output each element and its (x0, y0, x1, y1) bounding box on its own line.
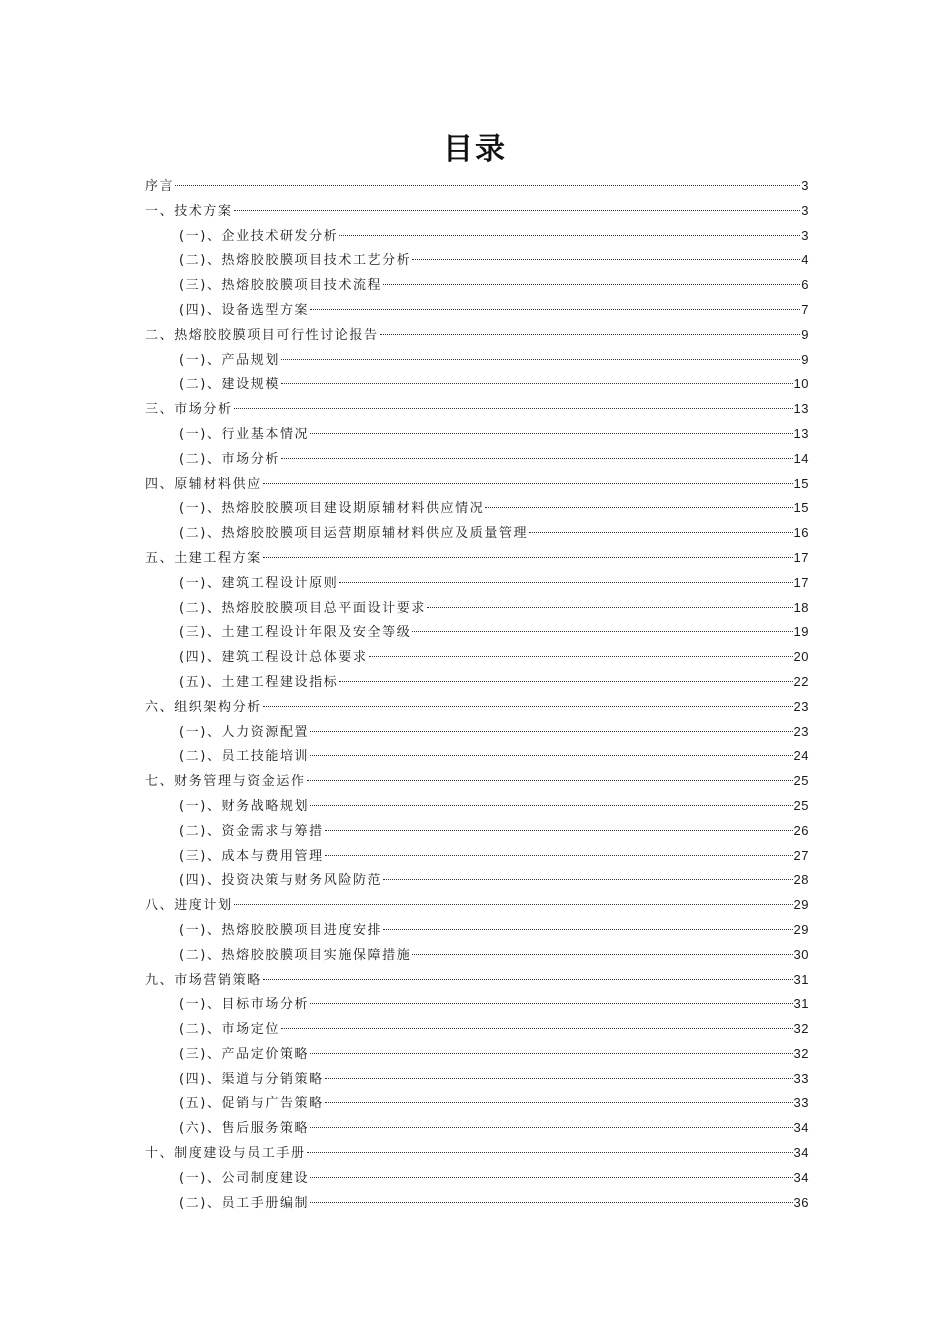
toc-page-number: 31 (793, 996, 809, 1012)
toc-entry-label: (一)、企业技术研发分析 (179, 228, 339, 244)
toc-dot-leader (281, 359, 800, 360)
table-of-contents (145, 174, 809, 1215)
toc-page-number: 9 (801, 326, 809, 342)
toc-dot-leader (310, 1177, 792, 1178)
toc-section-entry[interactable] (145, 968, 809, 993)
toc-entry-label: 十、制度建设与员工手册 (145, 1146, 306, 1162)
toc-entry-label: (二)、热熔胶胶膜项目技术工艺分析 (179, 253, 412, 269)
toc-page-number: 30 (793, 946, 809, 962)
toc-dot-leader (485, 507, 792, 508)
toc-dot-leader (263, 483, 793, 484)
toc-dot-leader (307, 1152, 793, 1153)
toc-section-entry[interactable] (145, 893, 809, 918)
toc-subsection-entry[interactable] (145, 670, 809, 695)
toc-subsection-entry[interactable] (145, 1191, 809, 1216)
toc-entry-label: (一)、热熔胶胶膜项目进度安排 (179, 922, 383, 938)
toc-dot-leader (310, 433, 792, 434)
toc-page-number: 7 (801, 301, 809, 317)
toc-subsection-entry[interactable] (145, 447, 809, 472)
toc-dot-leader (310, 805, 792, 806)
toc-dot-leader (529, 532, 792, 533)
toc-page-number: 22 (793, 673, 809, 689)
toc-dot-leader (310, 731, 792, 732)
toc-entry-label: (四)、渠道与分销策略 (179, 1071, 324, 1087)
toc-dot-leader (427, 607, 793, 608)
toc-dot-leader (339, 681, 792, 682)
toc-entry-label: (四)、设备选型方案 (179, 302, 310, 318)
toc-entry-label: 三、市场分析 (145, 402, 233, 418)
toc-page-number: 24 (793, 748, 809, 764)
toc-subsection-entry[interactable] (145, 918, 809, 943)
toc-subsection-entry[interactable] (145, 248, 809, 273)
toc-dot-leader (310, 1053, 792, 1054)
toc-page-number: 34 (793, 1145, 809, 1161)
toc-entry-label: (一)、公司制度建设 (179, 1170, 310, 1186)
toc-section-entry[interactable] (145, 199, 809, 224)
toc-entry-label: (二)、员工技能培训 (179, 749, 310, 765)
toc-subsection-entry[interactable] (145, 744, 809, 769)
toc-section-entry[interactable] (145, 472, 809, 497)
toc-subsection-entry[interactable] (145, 348, 809, 373)
toc-entry-label: (五)、土建工程建设指标 (179, 674, 339, 690)
toc-page-number: 19 (793, 624, 809, 640)
toc-dot-leader (281, 1028, 793, 1029)
toc-entry-label: 八、进度计划 (145, 898, 233, 914)
toc-subsection-entry[interactable] (145, 571, 809, 596)
toc-dot-leader (412, 259, 800, 260)
toc-subsection-entry[interactable] (145, 620, 809, 645)
toc-subsection-entry[interactable] (145, 496, 809, 521)
toc-dot-leader (339, 582, 792, 583)
toc-page-number: 29 (793, 921, 809, 937)
toc-page-number: 26 (793, 822, 809, 838)
toc-entry-label: (二)、建设规模 (179, 377, 280, 393)
toc-subsection-entry[interactable] (145, 422, 809, 447)
toc-page-number: 17 (793, 549, 809, 565)
toc-dot-leader (310, 1003, 792, 1004)
toc-subsection-entry[interactable] (145, 794, 809, 819)
toc-page-number: 25 (793, 773, 809, 789)
toc-subsection-entry[interactable] (145, 720, 809, 745)
toc-dot-leader (281, 458, 793, 459)
toc-page-number: 6 (801, 277, 809, 293)
toc-page-number: 15 (793, 475, 809, 491)
toc-dot-leader (234, 210, 801, 211)
toc-section-entry[interactable] (145, 174, 809, 199)
toc-entry-label: (五)、促销与广告策略 (179, 1096, 324, 1112)
toc-page-number: 4 (801, 252, 809, 268)
toc-page-number: 10 (793, 376, 809, 392)
toc-entry-label: (四)、投资决策与财务风险防范 (179, 873, 383, 889)
toc-subsection-entry[interactable] (145, 1067, 809, 1092)
toc-section-entry[interactable] (145, 546, 809, 571)
toc-subsection-entry[interactable] (145, 992, 809, 1017)
toc-subsection-entry[interactable] (145, 224, 809, 249)
toc-page-number: 13 (793, 425, 809, 441)
toc-dot-leader (383, 284, 800, 285)
toc-entry-label: (一)、人力资源配置 (179, 724, 310, 740)
toc-page-number: 28 (793, 872, 809, 888)
toc-page-number: 15 (793, 500, 809, 516)
toc-entry-label: (二)、市场分析 (179, 451, 280, 467)
toc-entry-label: 五、土建工程方案 (145, 550, 262, 566)
toc-entry-label: 六、组织架构分析 (145, 699, 262, 715)
toc-dot-leader (310, 309, 800, 310)
toc-page-number: 33 (793, 1095, 809, 1111)
toc-page-number: 16 (793, 525, 809, 541)
toc-entry-label: (二)、热熔胶胶膜项目总平面设计要求 (179, 600, 426, 616)
toc-subsection-entry[interactable] (145, 1017, 809, 1042)
toc-dot-leader (263, 979, 793, 980)
toc-entry-label: (一)、财务战略规划 (179, 798, 310, 814)
toc-dot-leader (380, 334, 801, 335)
toc-dot-leader (412, 631, 792, 632)
toc-entry-label: (一)、热熔胶胶膜项目建设期原辅材料供应情况 (179, 501, 485, 517)
toc-entry-label: (一)、行业基本情况 (179, 426, 310, 442)
toc-entry-label: (三)、产品定价策略 (179, 1046, 310, 1062)
toc-entry-label: 七、财务管理与资金运作 (145, 774, 306, 790)
toc-page-number: 14 (793, 450, 809, 466)
toc-entry-label: 一、技术方案 (145, 203, 233, 219)
toc-dot-leader (263, 557, 793, 558)
toc-page-number: 23 (793, 698, 809, 714)
toc-page-number: 31 (793, 971, 809, 987)
toc-dot-leader (310, 755, 792, 756)
toc-page-number: 20 (793, 649, 809, 665)
toc-dot-leader (175, 185, 800, 186)
toc-section-entry[interactable] (145, 695, 809, 720)
toc-entry-label: 九、市场营销策略 (145, 972, 262, 988)
toc-entry-label: (一)、产品规划 (179, 352, 280, 368)
toc-entry-label: 序言 (145, 179, 175, 194)
toc-section-entry[interactable] (145, 397, 809, 422)
toc-page-number: 32 (793, 1021, 809, 1037)
toc-subsection-entry[interactable] (145, 1042, 809, 1067)
toc-dot-leader (307, 780, 793, 781)
toc-entry-label: (二)、资金需求与筹措 (179, 823, 324, 839)
toc-section-entry[interactable] (145, 323, 809, 348)
toc-dot-leader (339, 235, 800, 236)
toc-page-number: 29 (793, 897, 809, 913)
toc-subsection-entry[interactable] (145, 1166, 809, 1191)
toc-subsection-entry[interactable] (145, 372, 809, 397)
toc-dot-leader (310, 1127, 792, 1128)
toc-entry-label: (四)、建筑工程设计总体要求 (179, 650, 368, 666)
toc-entry-label: (六)、售后服务策略 (179, 1121, 310, 1137)
toc-dot-leader (369, 656, 793, 657)
toc-page-number: 13 (793, 401, 809, 417)
toc-subsection-entry[interactable] (145, 1091, 809, 1116)
toc-entry-label: (二)、热熔胶胶膜项目实施保障措施 (179, 947, 412, 963)
toc-dot-leader (234, 904, 793, 905)
toc-subsection-entry[interactable] (145, 819, 809, 844)
toc-dot-leader (310, 1202, 792, 1203)
toc-entry-label: (一)、建筑工程设计原则 (179, 575, 339, 591)
toc-page-number: 33 (793, 1070, 809, 1086)
toc-subsection-entry[interactable] (145, 868, 809, 893)
toc-dot-leader (325, 1078, 793, 1079)
toc-section-entry[interactable] (145, 1141, 809, 1166)
toc-entry-label: (三)、土建工程设计年限及安全等级 (179, 625, 412, 641)
toc-dot-leader (325, 1102, 793, 1103)
toc-section-entry[interactable] (145, 769, 809, 794)
toc-page-number: 32 (793, 1045, 809, 1061)
toc-dot-leader (412, 954, 792, 955)
toc-page-number: 34 (793, 1169, 809, 1185)
toc-entry-label: (二)、员工手册编制 (179, 1195, 310, 1211)
toc-subsection-entry[interactable] (145, 273, 809, 298)
toc-dot-leader (281, 383, 793, 384)
toc-dot-leader (383, 879, 792, 880)
toc-entry-label: 四、原辅材料供应 (145, 476, 262, 492)
toc-subsection-entry[interactable] (145, 596, 809, 621)
toc-subsection-entry[interactable] (145, 645, 809, 670)
toc-subsection-entry[interactable] (145, 844, 809, 869)
toc-page-number: 3 (801, 227, 809, 243)
toc-entry-label: 二、热熔胶胶膜项目可行性讨论报告 (145, 327, 379, 343)
toc-dot-leader (325, 855, 793, 856)
toc-subsection-entry[interactable] (145, 943, 809, 968)
toc-page-number: 9 (801, 351, 809, 367)
toc-dot-leader (234, 408, 793, 409)
toc-page-number: 3 (801, 178, 809, 193)
toc-page-number: 27 (793, 847, 809, 863)
toc-dot-leader (263, 706, 793, 707)
toc-page-number: 36 (793, 1194, 809, 1210)
toc-entry-label: (一)、目标市场分析 (179, 997, 310, 1013)
toc-dot-leader (325, 830, 793, 831)
toc-subsection-entry[interactable] (145, 298, 809, 323)
toc-dot-leader (383, 929, 792, 930)
toc-entry-label: (三)、热熔胶胶膜项目技术流程 (179, 278, 383, 294)
toc-entry-label: (二)、热熔胶胶膜项目运营期原辅材料供应及质量管理 (179, 526, 529, 542)
toc-page-number: 34 (793, 1120, 809, 1136)
toc-page-number: 18 (793, 599, 809, 615)
toc-entry-label: (二)、市场定位 (179, 1022, 280, 1038)
page-title: 目录 (443, 132, 507, 167)
toc-page-number: 17 (793, 574, 809, 590)
toc-page-number: 23 (793, 723, 809, 739)
toc-subsection-entry[interactable] (145, 1116, 809, 1141)
toc-subsection-entry[interactable] (145, 521, 809, 546)
toc-entry-label: (三)、成本与费用管理 (179, 848, 324, 864)
toc-page-number: 3 (801, 202, 809, 218)
toc-page-number: 25 (793, 797, 809, 813)
